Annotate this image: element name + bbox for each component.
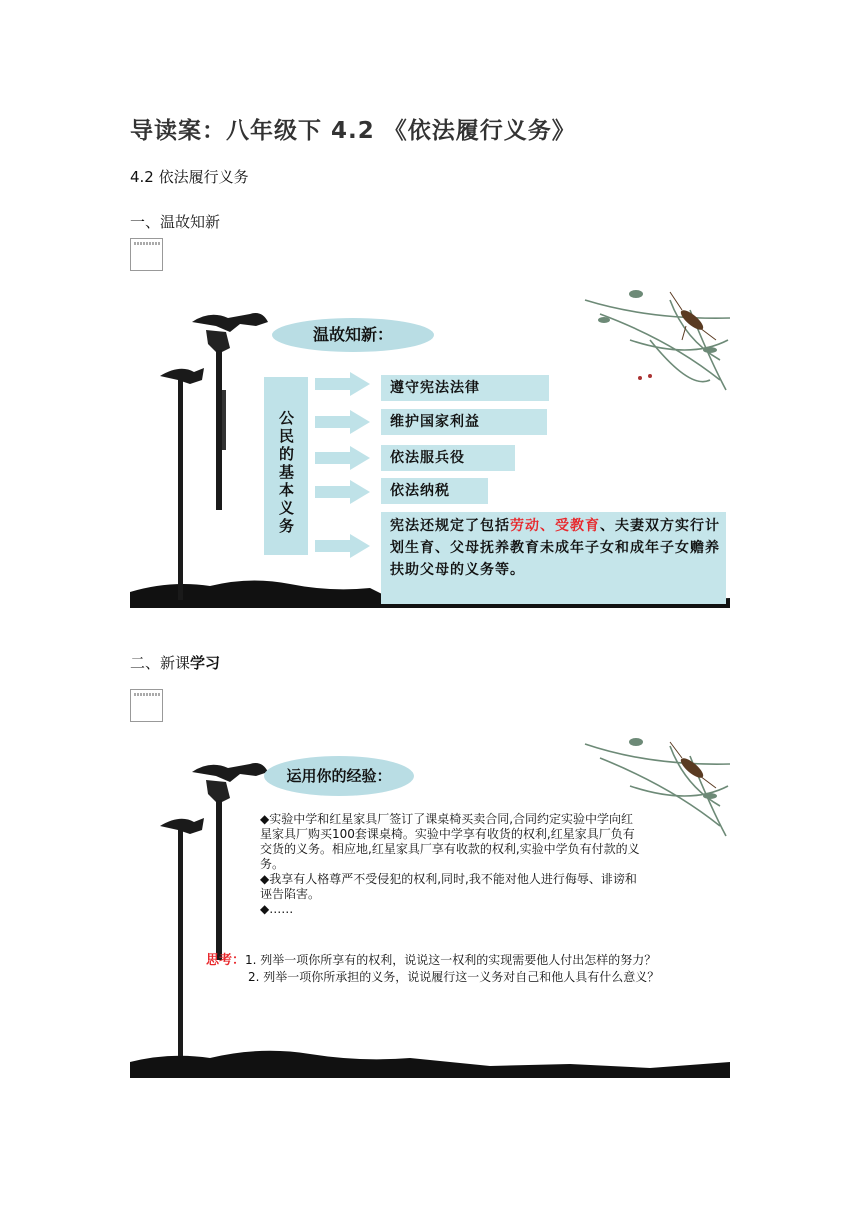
section-heading-bold-part: 学习 <box>190 654 221 672</box>
review-slide <box>130 280 730 608</box>
section-heading-new-lesson <box>130 652 220 673</box>
other-duties-box <box>381 512 726 604</box>
page-title: 导读案：八年级下 4.2 《依法履行义务》 <box>130 118 576 144</box>
example-dignity: ◆我享有人格尊严不受侵犯的权利,同时,我不能对他人进行侮辱、诽谤和诬告陷害。 <box>260 872 637 901</box>
experience-cloud-label: 运用你的经验： <box>264 756 414 796</box>
broken-image-icon <box>130 238 163 271</box>
example-contract: ◆实验中学和红星家具厂签订了课桌椅买卖合同,合同约定实验中学向红星家具厂购买100套课桌椅。实验中学享有收货的权利,红星家具厂负有交货的义务。相应地,红星家具厂享有收款的权利,实验中学负有付款的义务。 <box>260 812 640 871</box>
highlight-text: 劳动、受教育 <box>510 518 600 534</box>
think-questions <box>206 952 666 985</box>
lesson-subtitle: 4.2 依法履行义务 <box>130 168 249 186</box>
experience-examples <box>252 812 642 917</box>
question-2: 2. 列举一项你所承担的义务，说说履行这一义务对自己和他人具有什么意义？ <box>248 970 660 984</box>
example-ellipsis: ◆…… <box>260 902 294 916</box>
other-duties-text: 宪法还规定了包括 <box>390 518 510 534</box>
question-1: 1. 列举一项你所享有的权利，说说这一权利的实现需要他人付出怎样的努力？ <box>245 953 657 967</box>
section-heading-review: 一、温故知新 <box>130 213 221 231</box>
duty-item: 依法纳税 <box>381 478 488 504</box>
broken-image-icon <box>130 689 163 722</box>
review-cloud-label: 温故知新： <box>272 318 434 352</box>
duty-item: 维护国家利益 <box>381 409 547 435</box>
citizen-duties-label: 公民的基本义务 <box>264 377 308 555</box>
section-heading-part: 二、新课 <box>130 654 191 672</box>
duty-item: 遵守宪法法律 <box>381 375 549 401</box>
think-label: 思考： <box>206 953 246 968</box>
duty-item: 依法服兵役 <box>381 445 515 471</box>
other-duties-text-cont: 、夫妻双方实行计划生育、父母抚养教育未成年子女和成年子女赡养扶助父母的义务等。 <box>390 518 720 578</box>
experience-slide <box>130 736 730 1078</box>
